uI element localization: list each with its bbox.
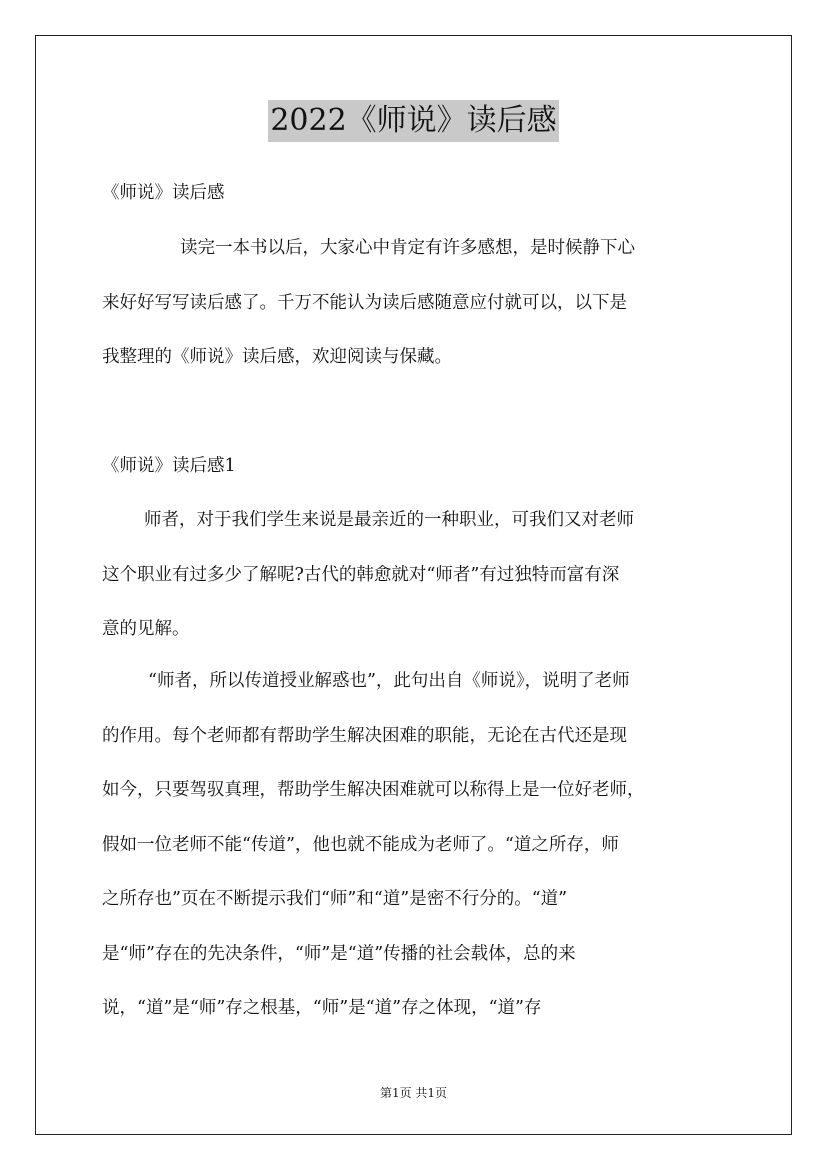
para1-line: 师者，对于我们学生来说是最亲近的一种职业，可我们又对老师 bbox=[144, 510, 634, 530]
para2-line: 是“师”存在的先决条件，“师”是“道”传播的社会载体，总的来 bbox=[102, 943, 576, 964]
subheading: 《师说》读后感 bbox=[102, 183, 225, 203]
para2-line: 之所存也”页在不断提示我们“师”和“道”是密不行分的。“道” bbox=[102, 889, 568, 909]
para2-line: 如今，只要驾驭真理，帮助学生解决困难就可以称得上是一位好老师， bbox=[102, 780, 645, 800]
intro-line: 读完一本书以后，大家心中肯定有许多感想，是时候静下心 bbox=[180, 238, 635, 258]
intro-line: 来好好写写读后感了。千万不能认为读后感随意应付就可以，以下是 bbox=[102, 292, 627, 313]
section1-heading: 《师说》读后感1 bbox=[102, 456, 236, 476]
title-wrap bbox=[0, 100, 827, 142]
document-title: 2022《师说》读后感 bbox=[268, 100, 558, 142]
para2-line: 说，“道”是“师”存之根基，“师”是“道”存之体现，“道”存 bbox=[102, 998, 542, 1018]
page-footer bbox=[0, 1084, 827, 1101]
para2-line: 假如一位老师不能“传道”，他也就不能成为老师了。“道之所存，师 bbox=[102, 834, 619, 855]
intro-line: 我整理的《师说》读后感，欢迎阅读与保藏。 bbox=[102, 347, 452, 367]
para2-line: “师者，所以传道授业解惑也”，此句出自《师说》，说明了老师 bbox=[148, 671, 630, 691]
paragraph-1 bbox=[102, 505, 742, 669]
para1-line: 意的见解。 bbox=[102, 619, 190, 639]
page-number: 第1页 共1页 bbox=[379, 1086, 448, 1100]
intro-paragraph bbox=[102, 233, 742, 397]
para2-line: 的作用。每个老师都有帮助学生解决困难的职能，无论在古代还是现 bbox=[102, 725, 627, 746]
paragraph-2 bbox=[102, 666, 742, 1048]
para1-line: 这个职业有过多少了解呢?古代的韩愈就对“师者”有过独特而富有深 bbox=[102, 564, 620, 585]
